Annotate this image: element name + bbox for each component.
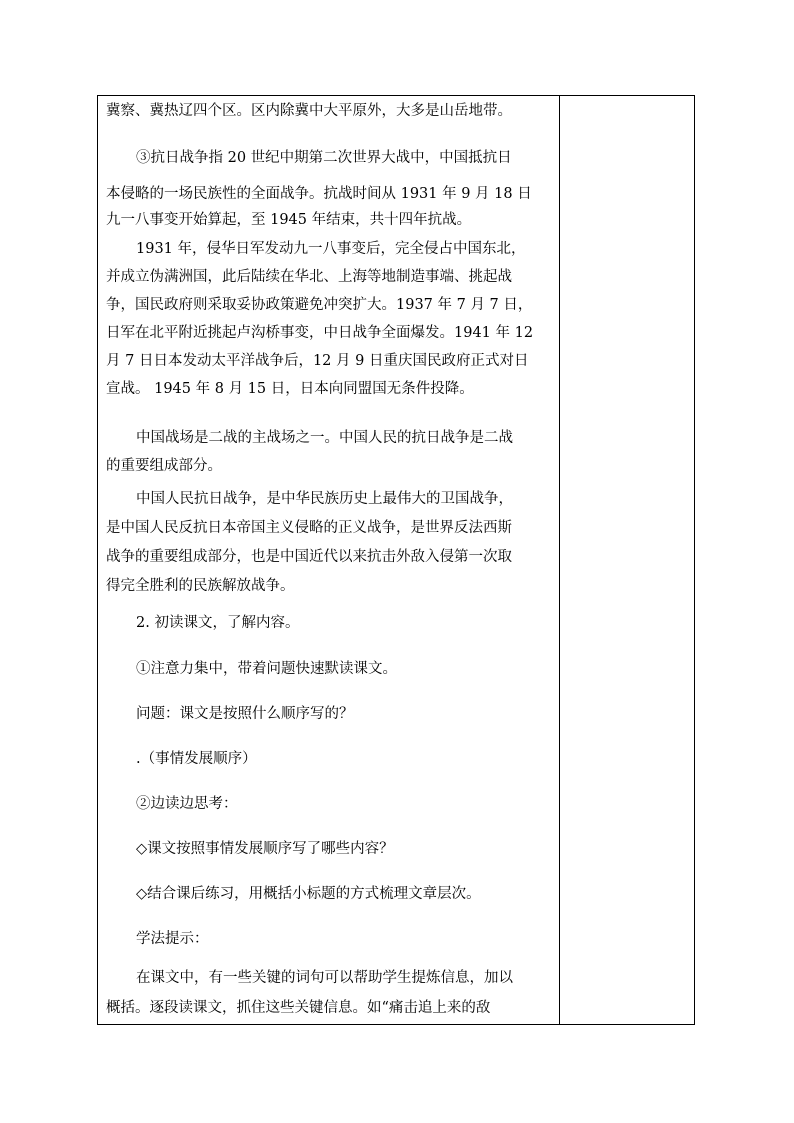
text-line: 本侵略的一场民族性的全面战争。抗战时间从 1931 年 9 月 18 日 <box>106 186 532 202</box>
text-line: 问题：课文是按照什么顺序写的？ <box>136 706 354 722</box>
text-line: 概括。逐段读课文，抓住这些关键信息。如“痛击追上来的敌 <box>106 1000 491 1016</box>
text-line: 是中国人民反抗日本帝国主义侵略的正义战争，是世界反法西斯 <box>106 520 512 536</box>
text-line: 2. 初读课文，了解内容。 <box>136 615 300 631</box>
text-line: 争，国民政府则采取妥协政策避免冲突扩大。1937 年 7 月 7 日， <box>106 297 533 313</box>
lesson-table <box>97 95 695 1025</box>
text-line: 宣战。 1945 年 8 月 15 日，日本向同盟国无条件投降。 <box>106 381 474 397</box>
text-line: ③抗日战争指 20 世纪中期第二次世界大战中，中国抵抗日 <box>136 150 512 166</box>
text-line: 日军在北平附近挑起卢沟桥事变，中日战争全面爆发。1941 年 12 <box>106 325 534 341</box>
text-line: 中国人民抗日战争，是中华民族历史上最伟大的卫国战争， <box>136 491 513 507</box>
text-line: 得完全胜利的民族解放战争。 <box>106 578 295 594</box>
text-line: 1931 年，侵华日军发动九一八事变后，完全侵占中国东北， <box>136 241 526 257</box>
text-line: ①注意力集中，带着问题快速默读课文。 <box>136 661 397 677</box>
text-line: ◇课文按照事情发展顺序写了哪些内容？ <box>136 841 394 857</box>
text-line: 战争的重要组成部分，也是中国近代以来抗击外敌入侵第一次取 <box>106 549 512 565</box>
text-line: 并成立伪满洲国，此后陆续在华北、上海等地制造事端、挑起战 <box>106 269 512 285</box>
text-line: 冀察、冀热辽四个区。区内除冀中大平原外，大多是山岳地带。 <box>106 103 512 119</box>
text-line: 中国战场是二战的主战场之一。中国人民的抗日战争是二战 <box>136 430 513 446</box>
text-line: ◇结合课后练习，用概括小标题的方式梳理文章层次。 <box>136 886 481 902</box>
text-line: .（事情发展顺序） <box>136 751 257 767</box>
text-line: 月 7 日日本发动太平洋战争后，12 月 9 日重庆国民政府正式对日 <box>106 353 529 369</box>
text-line: 九一八事变开始算起，至 1945 年结束，共十四年抗战。 <box>106 212 472 228</box>
text-line: 在课文中，有一些关键的词句可以帮助学生提炼信息，加以 <box>136 970 513 986</box>
text-line: 学法提示： <box>136 931 209 947</box>
notes-cell <box>560 96 694 1024</box>
text-line: 的重要组成部分。 <box>106 458 222 474</box>
text-line: ②边读边思考： <box>136 796 238 812</box>
lesson-content-cell <box>98 96 559 1024</box>
